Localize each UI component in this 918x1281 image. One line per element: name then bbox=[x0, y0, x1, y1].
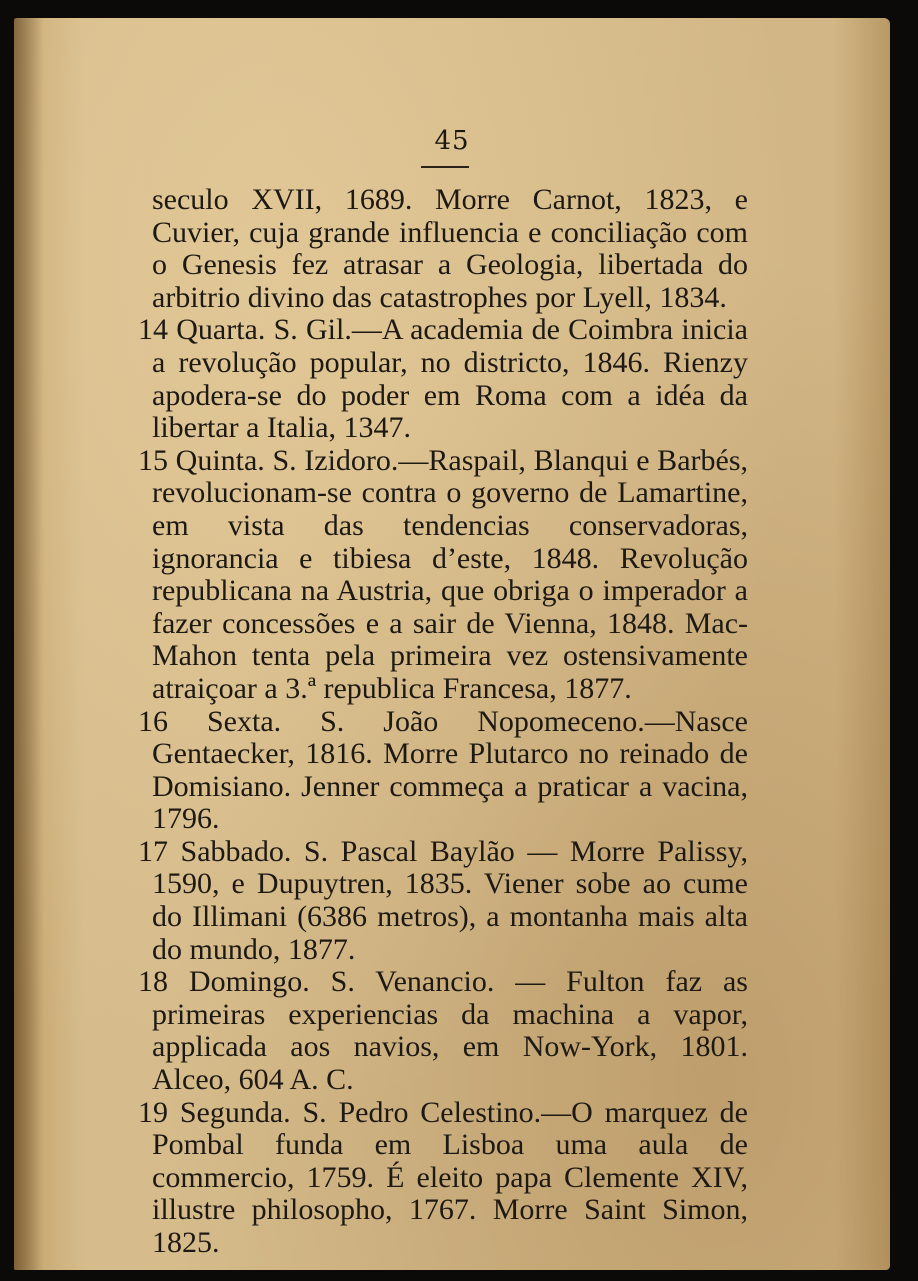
calendar-entry-15: 15 Quinta. S. Izidoro.—Raspail, Blanqui e Barbés, revolucionam-se contra o governo de Lamartine, em vista das tendencias conservadoras, ignorancia e tibiesa d’este, 1848. Revolução republicana na Austria, que obriga o imperador a fazer concessões e a sair de Vienna, 1848. Mac-Mahon tenta pela primeira vez ostensivamente atraiçoar a 3.ª republica Francesa, 1877. bbox=[138, 443, 748, 705]
calendar-entry-19: 19 Segunda. S. Pedro Celestino.—O marquez de Pombal funda em Lisboa uma aula de commercio, 1759. É eleito papa Clemente XIV, illustre philosopho, 1767. Morre Saint Simon, 1825. bbox=[138, 1095, 748, 1259]
header-rule bbox=[421, 166, 469, 168]
page-gutter-shadow bbox=[14, 18, 44, 1270]
calendar-entry-16: 16 Sexta. S. João Nopomeceno.—Nasce Gentaecker, 1816. Morre Plutarco no reinado de Domisiano. Jenner commeça a praticar a vacina, 1796. bbox=[138, 704, 748, 836]
page-body bbox=[138, 184, 748, 1260]
book-page bbox=[14, 18, 890, 1270]
calendar-entry-18: 18 Domingo. S. Venancio. — Fulton faz as primeiras experiencias da machina a vapor, applicada aos navios, em Now-York, 1801. Alceo, 604 A. C. bbox=[138, 965, 748, 1097]
page-number: 45 bbox=[434, 126, 470, 156]
calendar-entry-continuation: seculo XVII, 1689. Morre Carnot, 1823, e Cuvier, cuja grande influencia e conciliação com o Genesis fez atrasar a Geologia, libertada do arbitrio divino das catastrophes por Lyell, 1834. bbox=[152, 183, 748, 314]
calendar-entry-14: 14 Quarta. S. Gil.—A academia de Coimbra inicia a revolução popular, no districto, 1846. Rienzy apodera-se do poder em Roma com a idéa da libertar a Italia, 1347. bbox=[138, 313, 748, 445]
calendar-entry-17: 17 Sabbado. S. Pascal Baylão — Morre Palissy, 1590, e Dupuytren, 1835. Viener sobe ao cume do Illimani (6386 metros), a montanha mais alta do mundo, 1877. bbox=[138, 834, 748, 966]
